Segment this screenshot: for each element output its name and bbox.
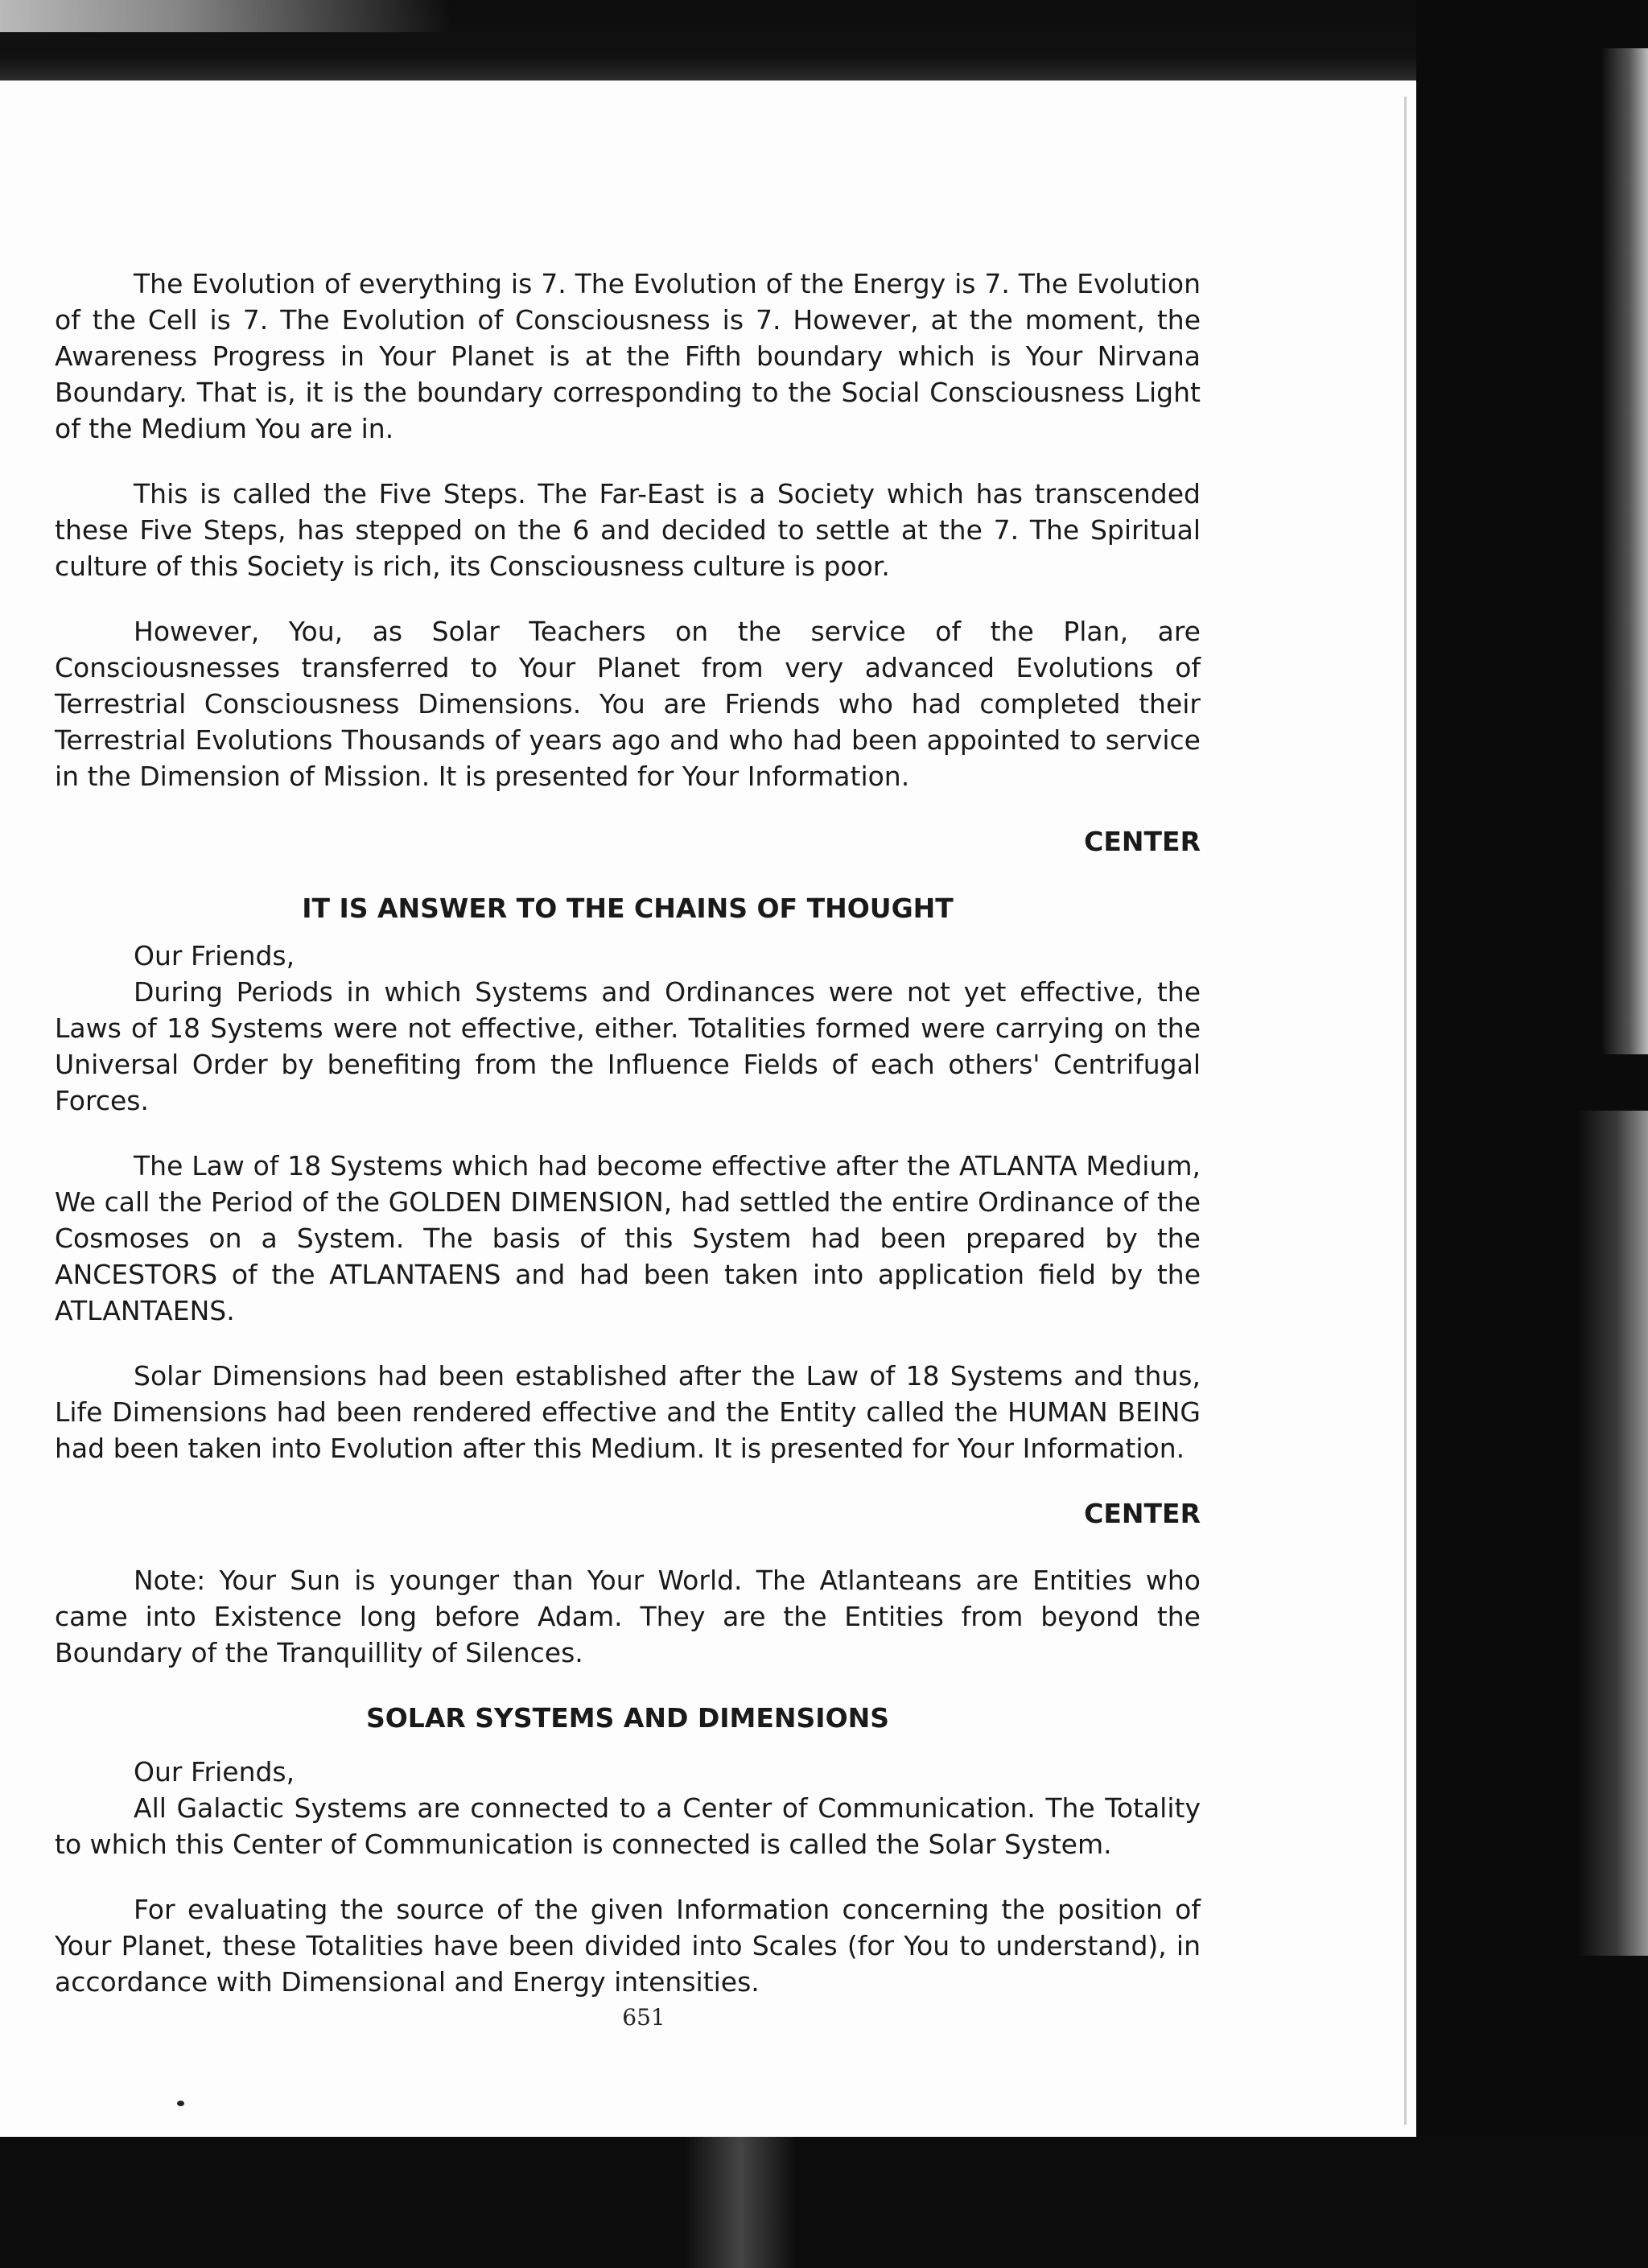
paragraph: During Periods in which Systems and Ordinances were not yet effective, the Laws of 18 Systems were not effective, either. Totalities formed were carrying on the Universal Order by benefiting from the Influence Fields of each others' Centrifugal Forces. [55,976,1201,1116]
paragraph: The Law of 18 Systems which had become effective after the ATLANTA Medium, We call the Period of the GOLDEN DIMENSION, had settled the entire Ordinance of the Cosmoses on a System. The basis of this System had been prepared by the ANCESTORS of the ATLANTAENS and had been taken into application field by the ATLANTAENS. [55,1150,1201,1326]
page-body [55,266,1201,2029]
paragraph: However, You, as Solar Teachers on the service of the Plan, are Consciousnesses transferred to Your Planet from very advanced Evolutions of Terrestrial Consciousness Dimensions. You are Friends who had completed their Terrestrial Evolutions Thousands of years ago and who had been appointed to service in the Dimension of Mission. It is presented for Your Information. [55,616,1201,792]
scan-border-bottom [0,2137,1648,2268]
paragraph: For evaluating the source of the given Information concerning the position of Your Planet, these Totalities have been divided into Scales (for You to understand), in accordance with Dimensional and Energy intensities. [55,1894,1201,1998]
paragraph: This is called the Five Steps. The Far-East is a Society which has transcended these Five Steps, has stepped on the 6 and decided to settle at the 7. The Spiritual culture of this Society is rich, its Consciousness culture is poor. [55,478,1201,582]
ink-speck [177,2101,184,2106]
signoff: CENTER [1084,826,1201,857]
note-paragraph: Note: Your Sun is younger than Your World. The Atlanteans are Entities who came into Existence long before Adam. They are the Entities from beyond the Boundary of the Tranquillity of Silences. [55,1565,1201,1668]
salutation: Our Friends, [134,1756,295,1788]
section-heading: SOLAR SYSTEMS AND DIMENSIONS [365,1702,890,1734]
page-number: 651 [622,2004,665,2031]
section-heading: IT IS ANSWER TO THE CHAINS OF THOUGHT [302,893,954,924]
scan-border-right-gradient-top [1601,48,1648,1054]
paragraph: All Galactic Systems are connected to a Center of Communication. The Totality to which this Center of Communication is connected is called the Solar System. [55,1792,1201,1860]
paragraph: The Evolution of everything is 7. The Evolution of the Energy is 7. The Evolution of the Cell is 7. The Evolution of Consciousness is 7. However, at the moment, the Awareness Progress in Your Planet is at the Fifth boundary which is Your Nirvana Boundary. That is, it is the boundary corresponding to the Social Consciousness Light of the Medium You are in. [55,268,1201,444]
scan-border-right-gradient-mid [1577,1111,1648,1956]
paragraph: Solar Dimensions had been established after the Law of 18 Systems and thus, Life Dimensions had been rendered effective and the Entity called the HUMAN BEING had been taken into Evolution after this Medium. It is presented for Your Information. [55,1360,1201,1464]
page-edge-line [1404,97,1407,2125]
scan-glare [0,0,451,32]
salutation: Our Friends, [134,940,295,971]
scan-smudge [684,2137,797,2268]
signoff: CENTER [1084,1498,1201,1529]
